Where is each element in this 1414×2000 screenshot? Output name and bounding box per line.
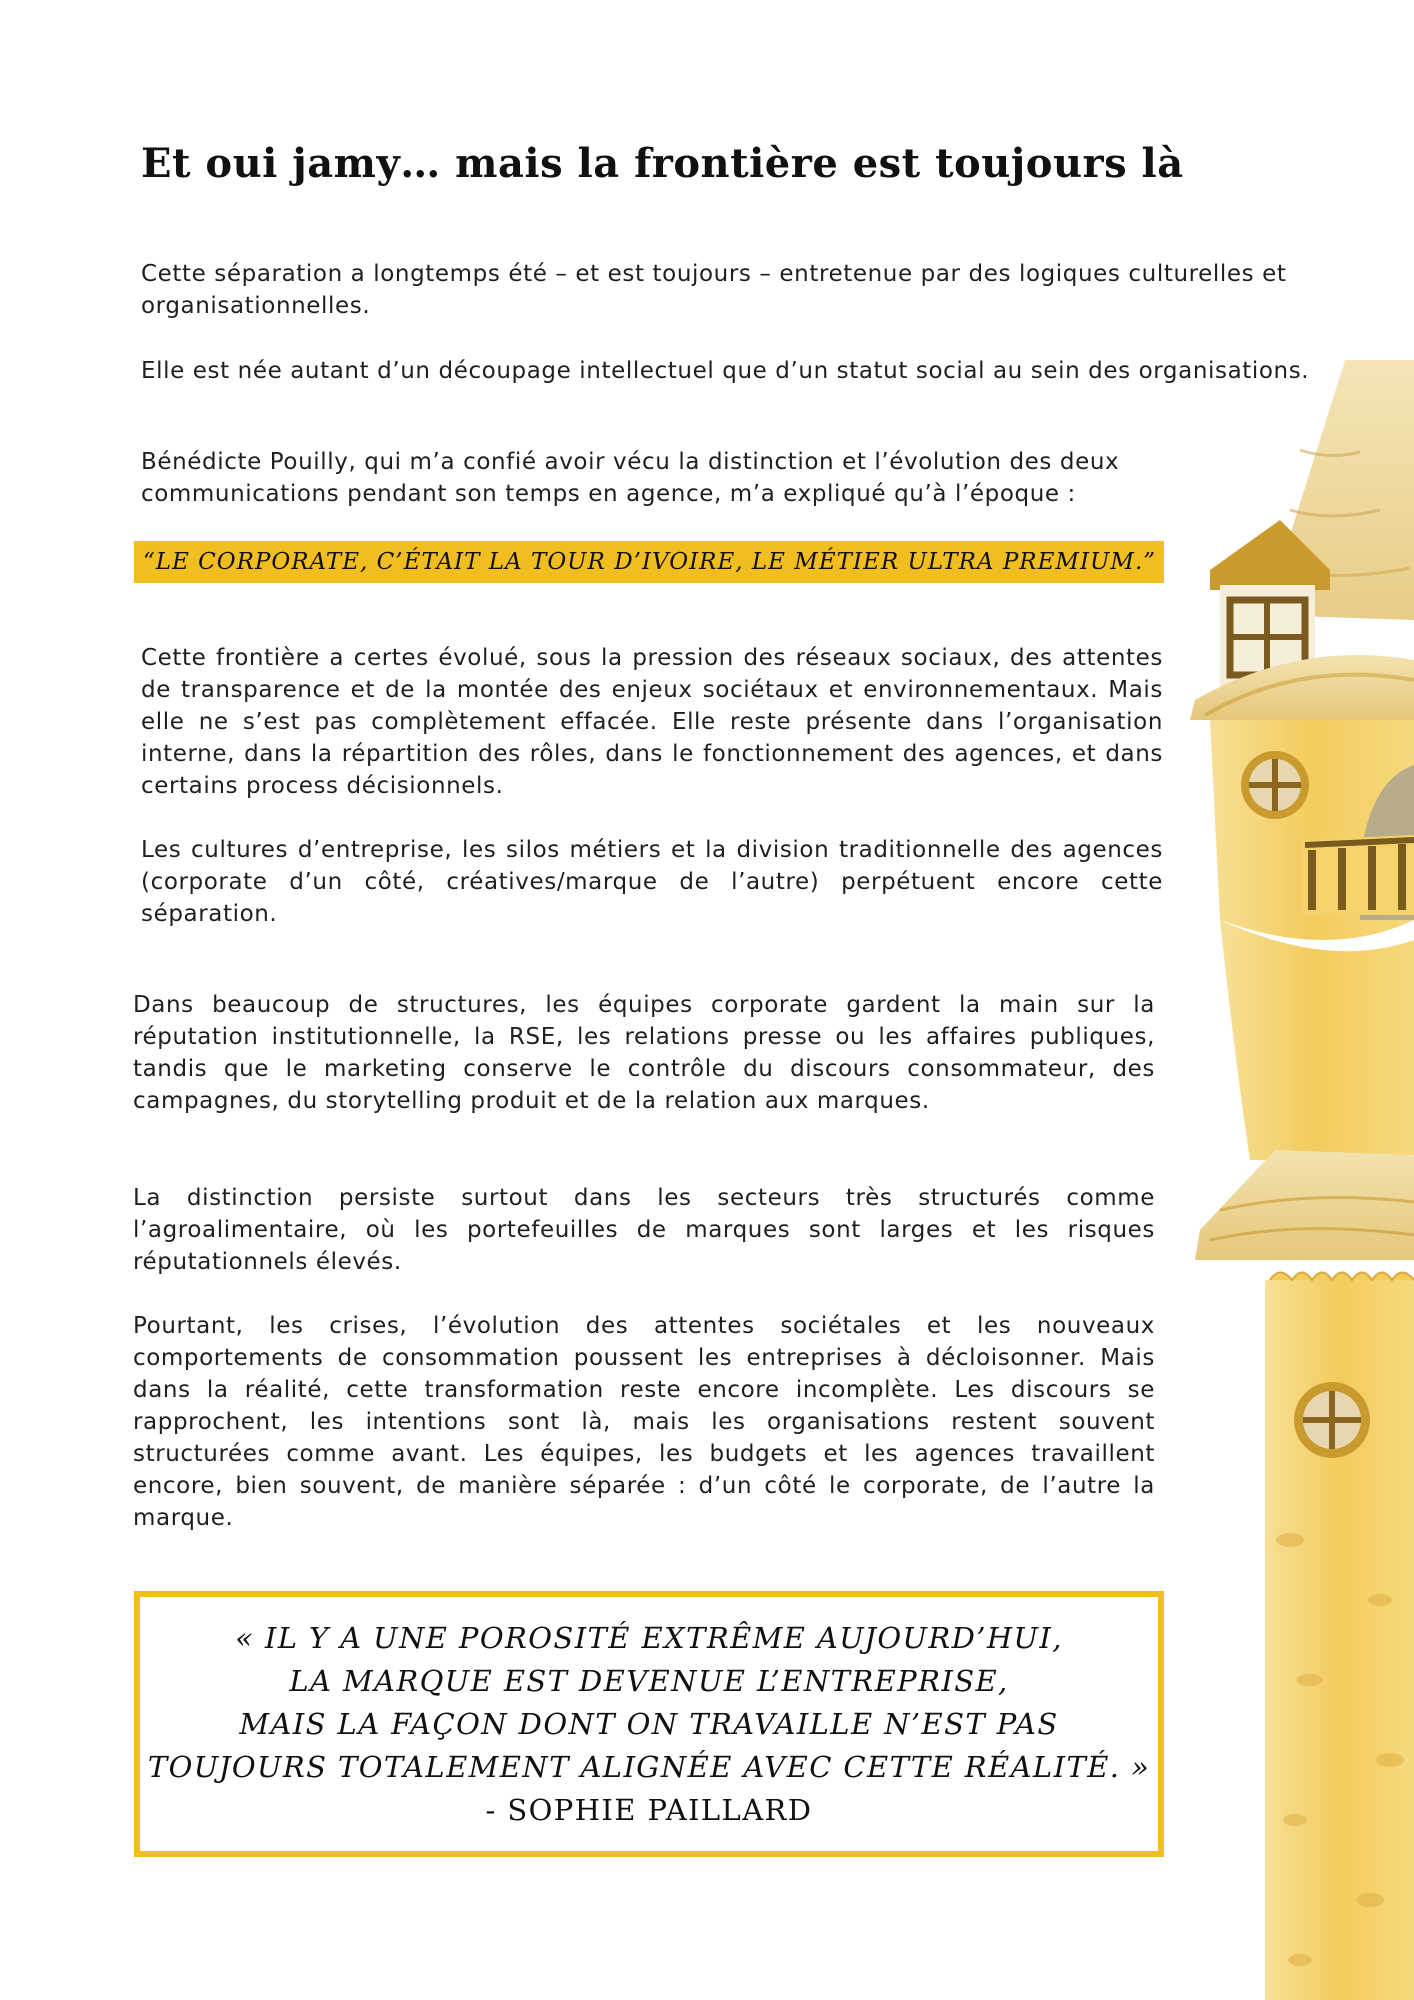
body-paragraph-3: Dans beaucoup de structures, les équipes corporate gardent la main sur la réputation institutionnelle, la RSE, les relations presse ou les affaires publiques, tandis que le marketing conserve le contrôle du discours consommateur, des campagnes, du storytelling produit et de la relation aux marques. [133,992,1155,1114]
highlight-quote-text: “LE CORPORATE, C’ÉTAIT LA TOUR D’IVOIRE, LE MÉTIER ULTRA PREMIUM.” [143,549,1157,575]
highlight-quote-banner [134,541,1164,583]
pull-quote-line: TOUJOURS TOTALEMENT ALIGNÉE AVEC CETTE RÉALITÉ. » [147,1749,1151,1784]
tower-illustration-icon [1180,360,1414,2000]
body-paragraph-5: Pourtant, les crises, l’évolution des attentes sociétales et les nouveaux comportements de consommation poussent les entreprises à décloisonner. Mais dans la réalité, cette transformation reste encore incomplète. Les discours se rapprochent, les intentions sont là, mais les organisations restent souvent structurées comme avant. Les équipes, les budgets et les agences travaillent encore, bien souvent, de manière séparée : d’un côté le corporate, de l’autre la marque. [133,1313,1155,1531]
intro-paragraph-2: Elle est née autant d’un découpage intellectuel que d’un statut social au sein des organisations. [141,358,1310,384]
page-title: Et oui jamy… mais la frontière est toujours là [141,140,1184,187]
body-paragraph-4: La distinction persiste surtout dans les secteurs très structurés comme l’agroalimentaire, où les portefeuilles de marques sont larges et les risques réputationnels élevés. [133,1185,1155,1275]
body-paragraph-2: Les cultures d’entreprise, les silos métiers et la division traditionnelle des agences (corporate d’un côté, créatives/marque de l’autre) perpétuent encore cette séparation. [141,837,1163,927]
intro-paragraph-3: Bénédicte Pouilly, qui m’a confié avoir vécu la distinction et l’évolution des deux communications pendant son temps en agence, m’a expliqué qu’à l’époque : [141,449,1120,507]
intro-paragraph-1: Cette séparation a longtemps été – et est toujours – entretenue par des logiques culturelles et organisationnelles. [141,261,1287,319]
body-paragraph-1: Cette frontière a certes évolué, sous la pression des réseaux sociaux, des attentes de transparence et de la montée des enjeux sociétaux et environnementaux. Mais elle ne s’est pas complètement effacée. Elle reste présente dans l’organisation interne, dans la répartition des rôles, dans le fonctionnement des agences, et dans certains process décisionnels. [141,645,1163,799]
pull-quote-author: - SOPHIE PAILLARD [485,1792,813,1827]
pull-quote-line: MAIS LA FAÇON DONT ON TRAVAILLE N’EST PAS [239,1706,1059,1741]
pull-quote-line: « IL Y A UNE POROSITÉ EXTRÊME AUJOURD’HUI, [235,1620,1063,1655]
pull-quote-line: LA MARQUE EST DEVENUE L’ENTREPRISE, [289,1663,1009,1698]
pull-quote-box [134,1591,1164,1857]
